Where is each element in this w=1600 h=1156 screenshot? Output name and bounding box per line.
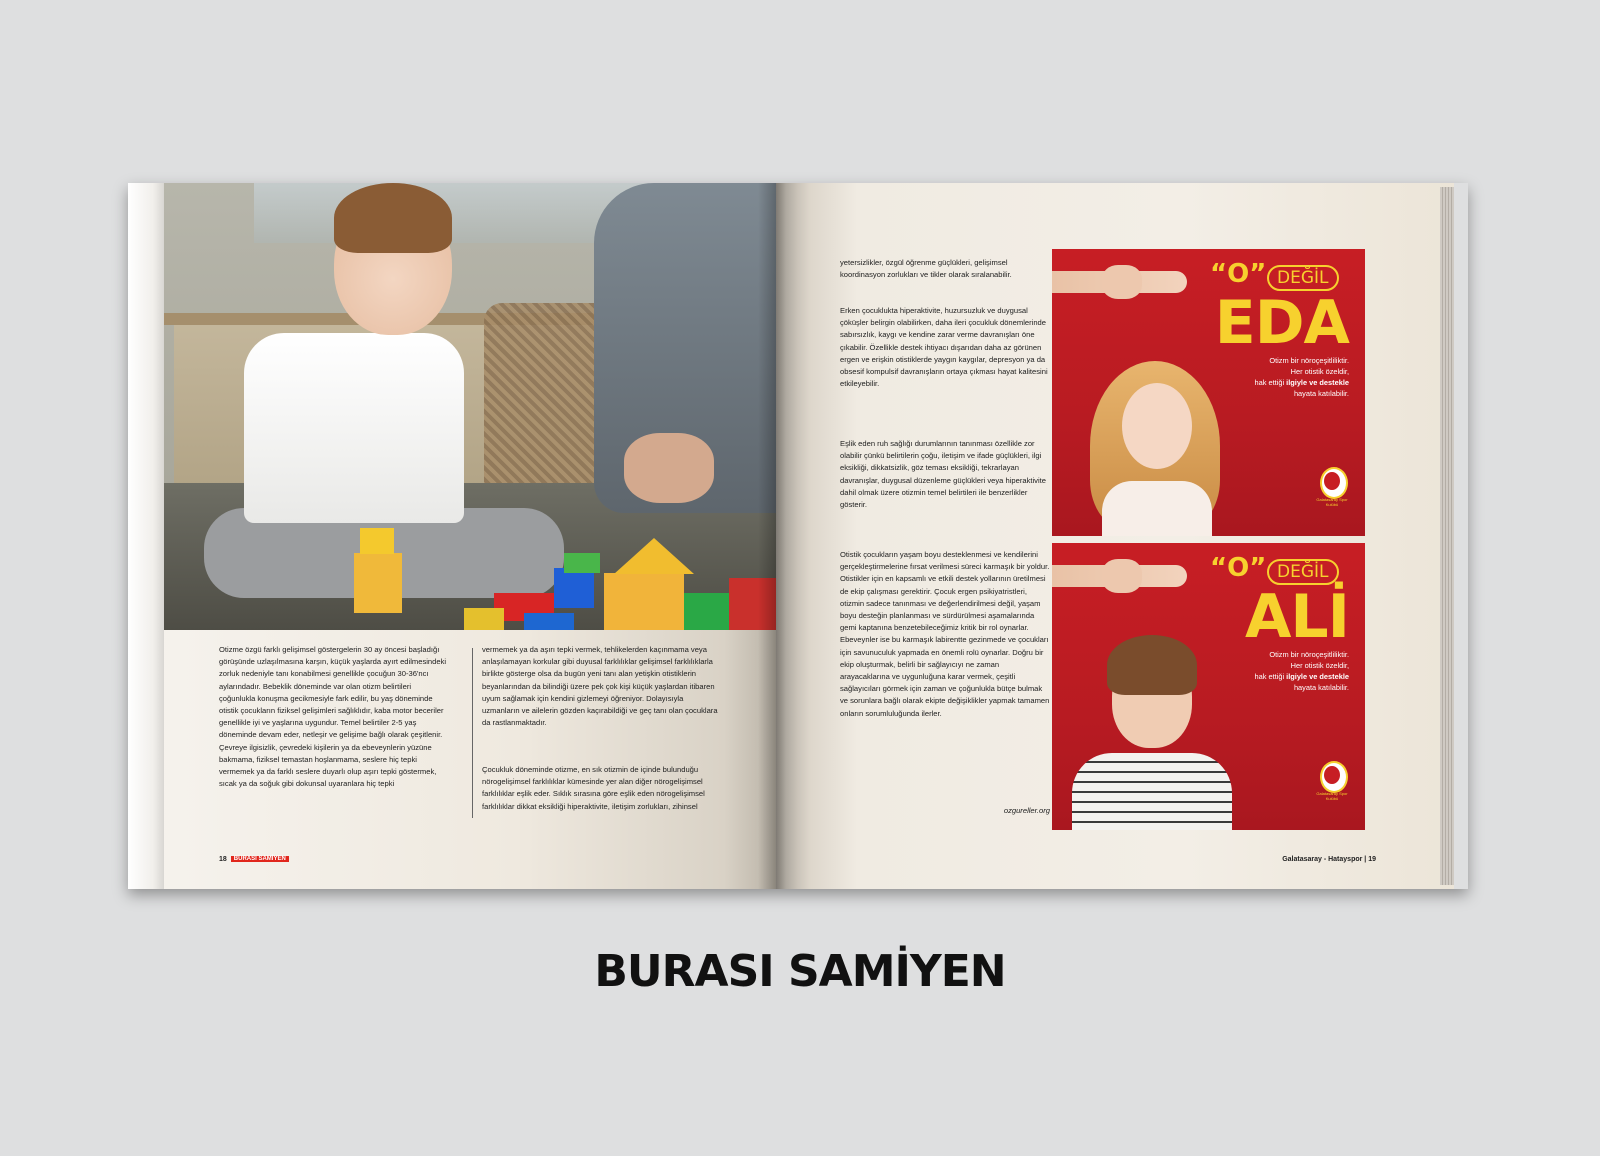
right-page [776, 183, 1454, 889]
page-folio-right: Galatasaray - Hatayspor | 19 [1282, 856, 1376, 863]
page-number: 19 [1368, 856, 1376, 863]
girl-body [1102, 481, 1212, 536]
ad-child-name: EDA [1214, 288, 1349, 358]
article-paragraph-3: Eşlik eden ruh sağlığı durumlarının tanınması özellikle zor olabilir çünkü belirtilerin çoğu, iletişim ve ifade güçlükleri, ilgi eksikliği, dikkatsizlik, göz teması eksikliği, tekrarlayan davranışlar, duygusal düzenleme güçlükleri veya hiperaktivite dahil olmak üzere otizmin temel belirtileri ile benzerlikler gösterir. [840, 439, 1046, 510]
photo-boy-shirt [244, 333, 464, 523]
photo-boy-hair [334, 183, 452, 253]
toy-block [524, 613, 574, 630]
ad-slogan-text: hak ettiği [1254, 378, 1287, 387]
page-stack-edge [1440, 187, 1454, 885]
article-paragraph-1: yetersizlikler, özgül öğrenme güçlükleri, gelişimsel koordinasyon zorlukları ve tikler olarak sıralanabilir. [840, 258, 1012, 280]
ad-degil-badge: DEĞİL [1267, 559, 1339, 585]
article-paragraph-4: Otistik çocukların yaşam boyu desteklenmesi ve kendilerini gerçekleştirmelerine fırsat verilmesi süreci karmaşık bir yoldur. Otistikler için en kapsamlı ve etkili destek yollarının üretilmesi de ekip çalışması gerektirir. Çocuk ergen psikiyatristleri, otizmin sadece tanınması ve değerlendirilmesi değil, yaşam boyu desteğin planlanması ve sürdürülmesi aşamalarında gemi kaptanına benzetebileceğimiz kritik bir rol oynarlar. Ebeveynler ise bu karmaşık labirentte gezinmede ve çocukları için savunuculuk yapmada en önemli rolü oynarlar. Doğru bir ekip oluşturmak, belirli bir sağlayıcıyı ne zaman arayacaklarına ve uygunluğuna karar vermek, çeşitli sağlayıcıları görmek için zaman ve çoğunlukla bütçe bulmak ve sorunlara bağlı olarak ekipte değişiklikler yapmak tamamen onların sorumluluğunda ilerler. [840, 550, 1050, 718]
toy-block [354, 553, 402, 613]
pointing-hand-icon [1102, 265, 1142, 299]
article-source: ozgureller.org [1003, 806, 1050, 815]
galatasaray-logo-icon [1315, 467, 1349, 507]
page-number: 18 [219, 856, 227, 863]
logo-inner [1324, 472, 1340, 490]
page-edge-left [128, 183, 164, 889]
article-column-1: Otizme özgü farklı gelişimsel göstergelerin 30 ay öncesi başladığı görüşünde uzlaşılmasına karşın, küçük yaşlarda ayırt edilmesindeki zorluk nedeniyle tanı konabilmesi genellikle çocuğun 30-36'ncı aylarındadır. Bebeklik döneminde var olan otizm belirtileri çoğunlukla konuşma gecikmesiyle fark edilir, bu yaş döneminde otistik çocukların fiziksel gelişimleri sağlıklıdır, kaba motor beceriler genellikle iyi ve yaşlarına uygundur. Temel belirtiler 2-5 yaş döneminde devam eder, netleşir ve gelişime bağlı olarak çeşitlenir. Çevreye ilgisizlik, çevredeki kişilerin ya da ebeveynlerin yüzüne bakmama, fiziksel temastan hoşlanmama, seslere hiç tepki vermemek ya da farklı seslere duyarlı olup aşırı tepki göstermek, sıcak ya da soğuk gibi dokunsal uyaranlara hiç tepki [219, 645, 447, 789]
ad-o-label: “O” [1210, 259, 1267, 289]
ad-slogan-line: hayata katılabilir. [1293, 389, 1349, 398]
article-column-2b: Çocukluk döneminde otizme, en sık otizmin de içinde bulunduğu nörogelişimsel farklılıklar kümesinde yer alan diğer nörogelişimsel farklılıklar eşlik eder. Sıklık sırasına göre eşlik eden nörogelişimsel farklılıklar dikkat eksikliği hiperaktivite, iletişim zorlukları, zihinsel [482, 765, 705, 811]
galatasaray-logo-icon [1315, 761, 1349, 801]
page-folio-left [219, 856, 289, 863]
toy-block [564, 553, 600, 573]
ad-slogan-line: Her otistik özeldir, [1290, 661, 1349, 670]
girl-face [1122, 383, 1192, 469]
ad-slogan-line: Her otistik özeldir, [1290, 367, 1349, 376]
article-paragraph-2: Erken çocuklukta hiperaktivite, huzursuzluk ve duygusal çöküşler belirgin olabilirken, daha ileri çocukluk dönemlerinde sabırsızlık, kaygı ve kendine zarar verme davranışları öne çıkabilir. Özellikle destek ihtiyacı dışarıdan daha az görünen ergen ve erişkin otistiklerde yaygın kaygılar, depresyon ya da obsesif kompulsif davranışların ortaya çıkması hayat kalitesini etkileyebilir. [840, 306, 1048, 389]
toy-block [360, 528, 394, 554]
toy-block [684, 593, 734, 630]
ad-slogan-line: hayata katılabilir. [1293, 683, 1349, 692]
toy-block [554, 568, 594, 608]
photo-adult-hand [624, 433, 714, 503]
column-divider [472, 648, 473, 818]
ad-o-label: “O” [1210, 553, 1267, 583]
magazine-spread [128, 183, 1468, 889]
book-spine-shadow [758, 183, 798, 889]
ad-degil-badge: DEĞİL [1267, 265, 1339, 291]
toy-block [464, 608, 504, 630]
ad-slogan-emphasis: ilgiyle ve destekle [1286, 672, 1349, 681]
ad-slogan-emphasis: ilgiyle ve destekle [1286, 378, 1349, 387]
boy-playing-blocks-photo [164, 183, 776, 630]
ad-slogan-line: Otizm bir nöroçeşitliliktir. [1269, 356, 1349, 365]
left-page [128, 183, 776, 889]
boy-striped-shirt [1072, 753, 1232, 830]
girl-photo [1082, 361, 1232, 536]
boy-hair [1107, 635, 1197, 695]
boy-photo [1072, 635, 1232, 830]
logo-text: Galatasaray Spor Kulübü [1316, 791, 1348, 801]
toy-block [604, 573, 684, 630]
match-title: Galatasaray - Hatayspor [1282, 856, 1363, 863]
section-tag: BURASI SAMİYEN [231, 856, 289, 862]
magazine-caption: BURASI SAMİYEN [594, 946, 1006, 997]
awareness-ad-ali [1052, 543, 1365, 830]
pointing-hand-icon [1102, 559, 1142, 593]
ad-child-name: ALİ [1245, 582, 1349, 652]
awareness-ad-eda [1052, 249, 1365, 536]
ad-slogan-line: Otizm bir nöroçeşitliliktir. [1269, 650, 1349, 659]
logo-text: Galatasaray Spor Kulübü [1316, 497, 1348, 507]
article-column-2: vermemek ya da aşırı tepki vermek, tehlikelerden kaçınmama veya anlaşılamayan korkular gibi duyusal farklılıklar gelişimsel farklılıklarla birlikte gösterge olsa da bugün yeni tanı alan yetişkin otistiklerin beyanlarından da bilindiği üzere pek çok kişi küçük yaşlardan itibaren uyum sağlamak için kendini gizlemeyi öğreniyor. Dolayısıyla uzmanların ve ailelerin gözden kaçırabildiği ve geç tanı olan çocuklara da rastlanmaktadır. [482, 645, 718, 728]
logo-inner [1324, 766, 1340, 784]
toy-block [614, 538, 694, 574]
ad-slogan-text: hak ettiği [1254, 672, 1287, 681]
